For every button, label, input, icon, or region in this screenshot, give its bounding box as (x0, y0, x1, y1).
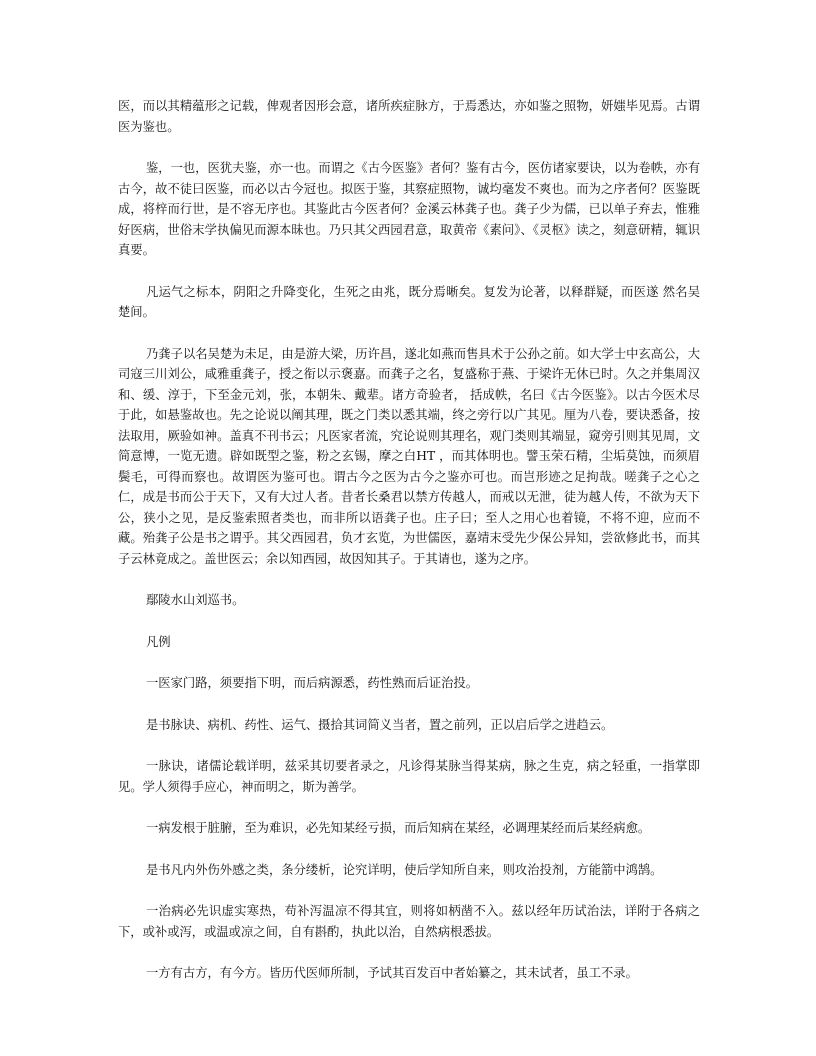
signature-line: 鄢陵水山刘巡书。 (146, 593, 245, 607)
rule-item-1: 一医家门路，须要指下明，而后病源悉，药性熟而后证治投。 (146, 676, 479, 690)
preface-paragraph-4: 乃龚子以名吴楚为未足，由是游大梁，历许昌，遂北如燕而售具术于公孙之前。如大学士中玄高公，大司寇三川刘公，咸雅重龚子，授之衔以示褒嘉。而龚子之名，复盛称于燕、于梁许无休已时。久之并集周汉和、缓、淳于，下至金元刘，张，本朝朱、戴辈。诸方奇验者， 括成帙，名曰《古今医鉴》。以古今医术尽于此，如悬鉴故也。先之论说以阐其理，既之门类以悉其端，终之旁行以广其见。厘为八卷，要诀悉备，按法取用，厥验如神。盖真不刊书云；凡医家者流，究论说则其理名，观门类则其端显，窥旁引则其见周，文简意博，一览无遗。辟如既型之鉴，粉之玄锡，摩之白HT ，而其体明也。譬玉荣石精，尘垢莫蚀，而须眉鬓毛，可得而察也。故谓医为鉴可也。谓古今之医为古今之鉴亦可也。而岂形迹之足拘哉。嗟龚子之心之仁，成是书而公于天下，又有大过人者。昔者长桑君以禁方传越人，而戒以无泄，徒为越人传，不欲为天下公，狭小之见，是反鉴索照者类也，而非所以语龚子也。庄子曰；至人之用心也着镜，不将不迎，应而不藏。殆龚子公是书之谓乎。其父西园君，负才玄览，为世儒医，嘉靖末受先少保公异知，尝欲修此书，而其子云林竟成之。盖世医云；余以知西园，故因知其子。于其请也，遂为之序。 (118, 346, 700, 566)
preface-paragraph-1: 医，而以其精蕴形之记载，俾观者因形会意，诸所疾症脉方，于焉悉达，亦如鉴之照物，妍媸毕见焉。古谓医为鉴也。 (118, 99, 700, 134)
rule-item-3: 一脉诀，诸儒论载详明，兹采其切要者录之，凡诊得某脉当得某病，脉之生克，病之轻重，一指掌即见。学人须得手应心，神而明之，斯为善学。 (118, 759, 700, 794)
preface-paragraph-3: 凡运气之标本，阴阳之升降变化，生死之由兆，既分焉晰矣。复发为论著，以释群疑，而医遂 然名吴楚间。 (118, 284, 700, 319)
preface-paragraph-2: 鉴，一也，医犹夫鉴，亦一也。而谓之《古今医鉴》者何？鉴有古今，医仿诸家要诀，以为卷帙，亦有古今，故不徒曰医鉴，而必以古今冠也。拟医于鉴，其察症照物，诚均毫发不爽也。而为之序者何？医鉴既成，将梓而行世，是不容无序也。其鉴此古今医者何？金溪云林龚子也。龚子少为儒，已以单子弃去，惟雅好医病，世俗末学执偏见而源本昧也。乃只其父西园君意，取黄帝《素问》、《灵枢》读之，刻意研精，辄识真要。 (118, 161, 700, 257)
rule-item-6: 一治病必先识虚实寒热，苟补泻温凉不得其宜，则将如柄凿不入。兹以经年历试治法，详附于各病之下，或补或泻，或温或凉之间，自有斟酌，执此以治，自然病根悉拔。 (118, 904, 700, 939)
section-heading: 凡例 (146, 634, 171, 649)
rule-item-4: 一病发根于脏腑，至为难识，必先知某经亏损，而后知病在某经，必调理某经而后某经病愈。 (146, 821, 651, 835)
document-body (118, 96, 700, 1005)
rule-item-5: 是书凡内外伤外感之类，条分缕析，论究详明，使后学知所自来，则攻治投剂，方能箭中鸿鹄。 (146, 862, 663, 877)
rule-item-2: 是书脉诀、病机、药性、运气、摄拾其词简义当者，置之前列，正以启后学之进趋云。 (146, 717, 614, 732)
rule-item-7: 一方有古方，有今方。皆历代医师所制，予试其百发百中者始纂之，其未试者，虽工不录。 (146, 966, 638, 980)
